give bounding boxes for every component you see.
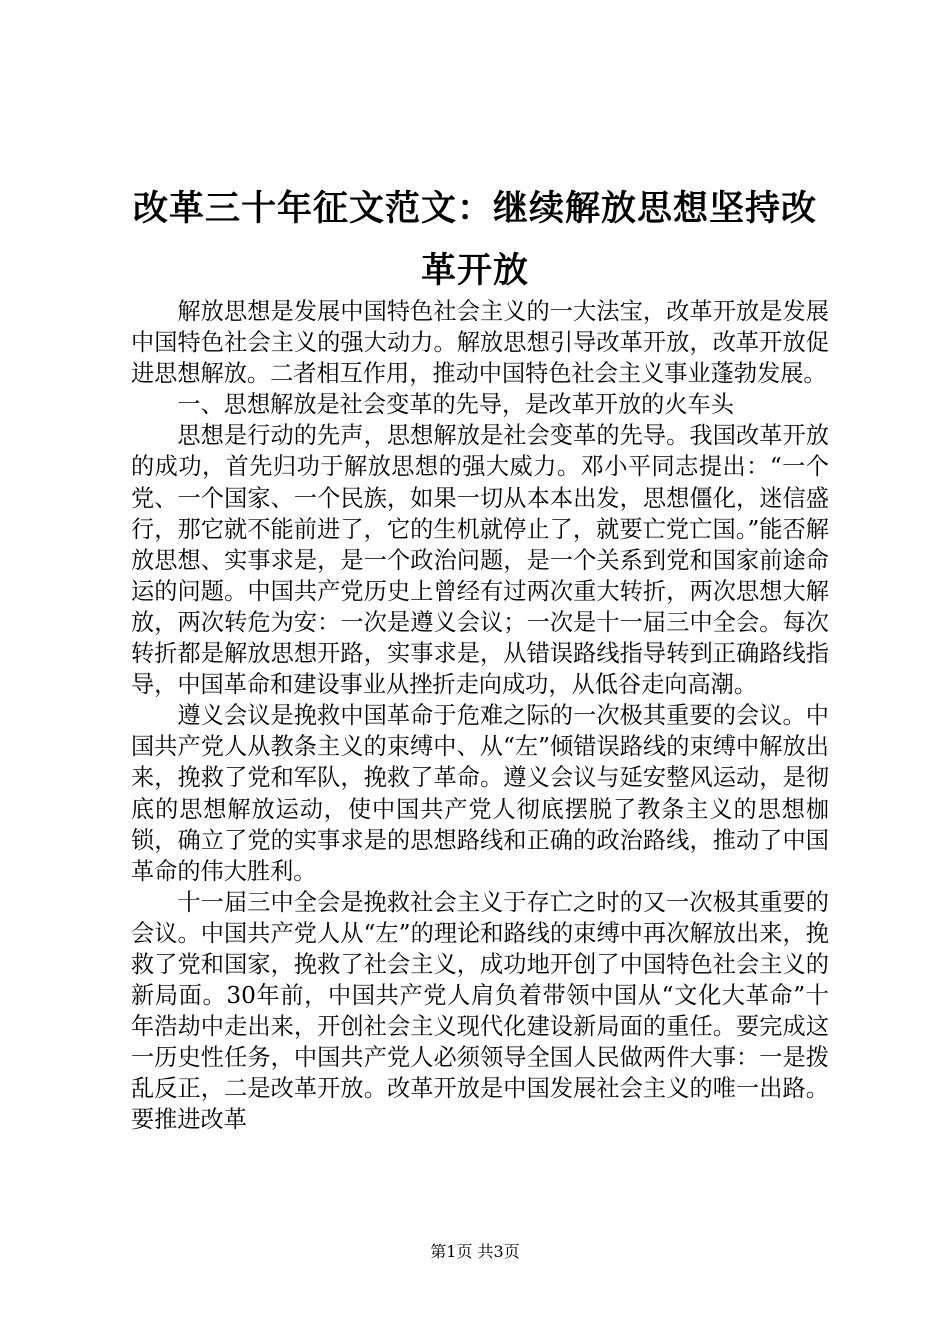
document-title: 改革三十年征文范文：继续解放思想坚持改革开放 (132, 188, 817, 291)
paragraph-thought-pioneer: 思想是行动的先声，思想解放是社会变革的先导。我国改革开放的成功，首先归功于解放思想的强大威力。邓小平同志提出：“一个党、一个国家、一个民族，如果一切从本本出发，思想僵化，迷信盛行，那它就不能前进了，它的生机就停止了，就要亡党亡国。”能否解放思想、实事求是，是一个政治问题，是一个关系到党和国家前途命运的问题。中国共产党历史上曾经有过两次重大转折，两次思想大解放，两次转危为安：一次是遵义会议；一次是十一届三中全会。每次转折都是解放思想开路，实事求是，从错误路线指导转到正确路线指导，中国革命和建设事业从挫折走向成功，从低谷走向高潮。 (131, 422, 829, 699)
paragraph-zunyi-meeting: 遵义会议是挽救中国革命于危难之际的一次极其重要的会议。中国共产党人从教条主义的束缚中、从“左”倾错误路线的束缚中解放出来，挽救了党和军队，挽救了革命。遵义会议与延安整风运动，是彻底的思想解放运动，使中国共产党人彻底摆脱了教条主义的思想枷锁，确立了党的实事求是的思想路线和正确的政治路线，推动了中国革命的伟大胜利。 (131, 702, 829, 885)
document-body (131, 296, 829, 1136)
paragraph-third-plenum: 十一届三中全会是挽救社会主义于存亡之时的又一次极其重要的会议。中国共产党人从“左”的理论和路线的束缚中再次解放出来，挽救了党和国家，挽救了社会主义，成功地开创了中国特色社会主义的新局面。30年前，中国共产党人肩负着带领中国从“文化大革命”十年浩劫中走出来，开创社会主义现代化建设新局面的重任。要完成这一历史性任务，中国共产党人必须领导全国人民做两件大事：一是拨乱反正，二是改革开放。改革开放是中国发展社会主义的唯一出路。要推进改革 (131, 888, 829, 1134)
paragraph-intro: 解放思想是发展中国特色社会主义的一大法宝，改革开放是发展中国特色社会主义的强大动力。解放思想引导改革开放，改革开放促进思想解放。二者相互作用，推动中国特色社会主义事业蓬勃发展。 (131, 298, 829, 388)
page-number-footer: 第1页 共3页 (430, 1242, 520, 1261)
section-heading-1: 一、思想解放是社会变革的先导，是改革开放的火车头 (177, 391, 734, 419)
